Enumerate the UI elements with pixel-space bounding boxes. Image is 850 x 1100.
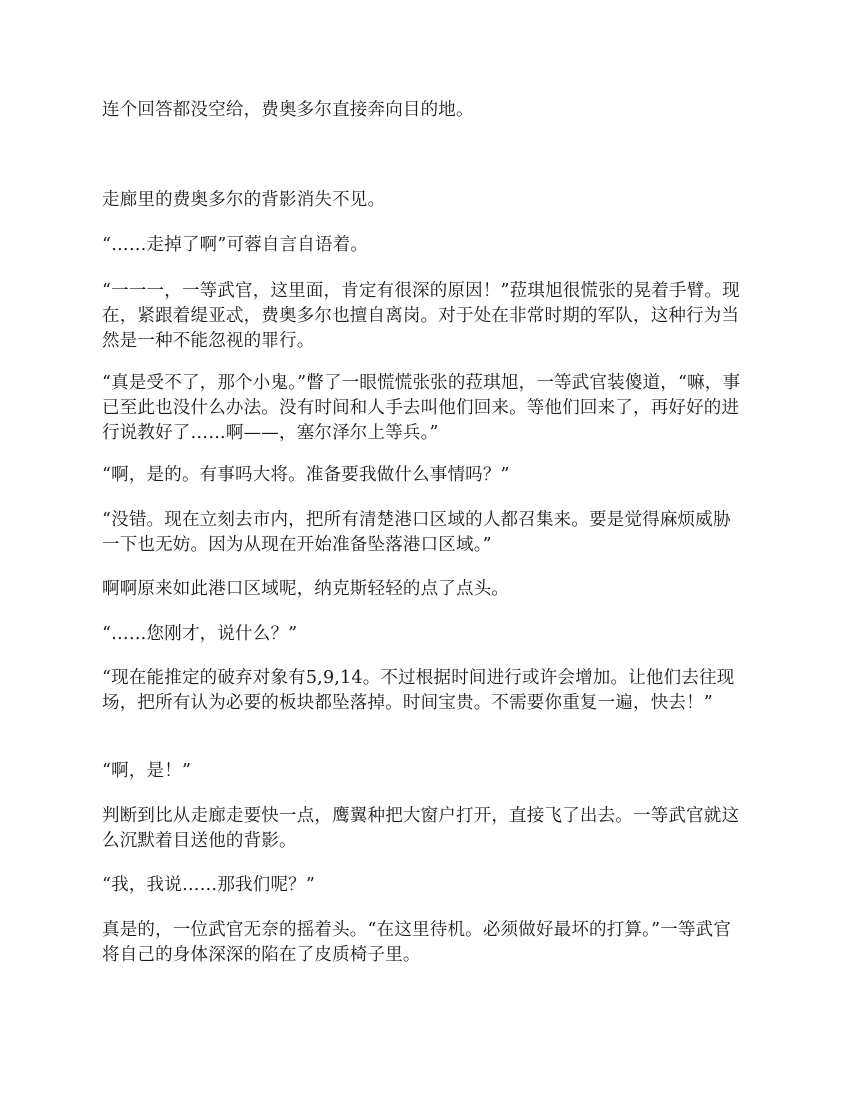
paragraph-5: “真是受不了，那个小鬼。”瞥了一眼慌慌张张的菈琪旭，一等武官装傻道，“嘛，事已至此也没什么办法。没有时间和人手去叫他们回来。等他们回来了，再好好的进行说教好了……啊——，塞尔泽尔上等兵。” [102, 373, 741, 443]
paragraph-6: “啊，是的。有事吗大将。准备要我做什么事情吗？” [102, 465, 510, 485]
paragraph-14: 真是的，一位武官无奈的摇着头。“在这里待机。必须做好最坏的打算。”一等武官将自己的身体深深的陷在了皮质椅子里。 [102, 920, 732, 965]
paragraph-10: “现在能推定的破弃对象有5,9,14。不过根据时间进行或许会增加。让他们去往现场，把所有认为必要的板块都坠落掉。时间宝贵。不需要你重复一遍，快去！” [102, 668, 735, 713]
paragraph-7: “没错。现在立刻去市内，把所有清楚港口区域的人都召集来。要是觉得麻烦威胁一下也无妨。因为从现在开始准备坠落港口区域。” [102, 510, 731, 555]
paragraph-1: 连个回答都没空给，费奥多尔直接奔向目的地。 [102, 100, 474, 120]
paragraph-8: 啊啊原来如此港口区域呢，纳克斯轻轻的点了点头。 [102, 579, 510, 599]
paragraph-13: “我，我说……那我们呢？” [102, 875, 315, 895]
paragraph-9: “……您刚才，说什么？” [102, 624, 298, 644]
paragraph-4: “一一一，一等武官，这里面，肯定有很深的原因！”菈琪旭很慌张的晃着手臂。现在，紧跟着缇亚忒，费奥多尔也擅自离岗。对于处在非常时期的军队，这种行为当然是一种不能忽视的罪行。 [102, 281, 740, 351]
paragraph-11: “啊，是！” [102, 761, 192, 781]
paragraph-12: 判断到比从走廊走要快一点，鹰翼种把大窗户打开，直接飞了出去。一等武官就这么沉默着目送他的背影。 [102, 806, 740, 851]
paragraph-2: 走廊里的费奥多尔的背影消失不见。 [102, 190, 386, 210]
paragraph-3: “……走掉了啊”可蓉自言自语着。 [102, 235, 369, 255]
